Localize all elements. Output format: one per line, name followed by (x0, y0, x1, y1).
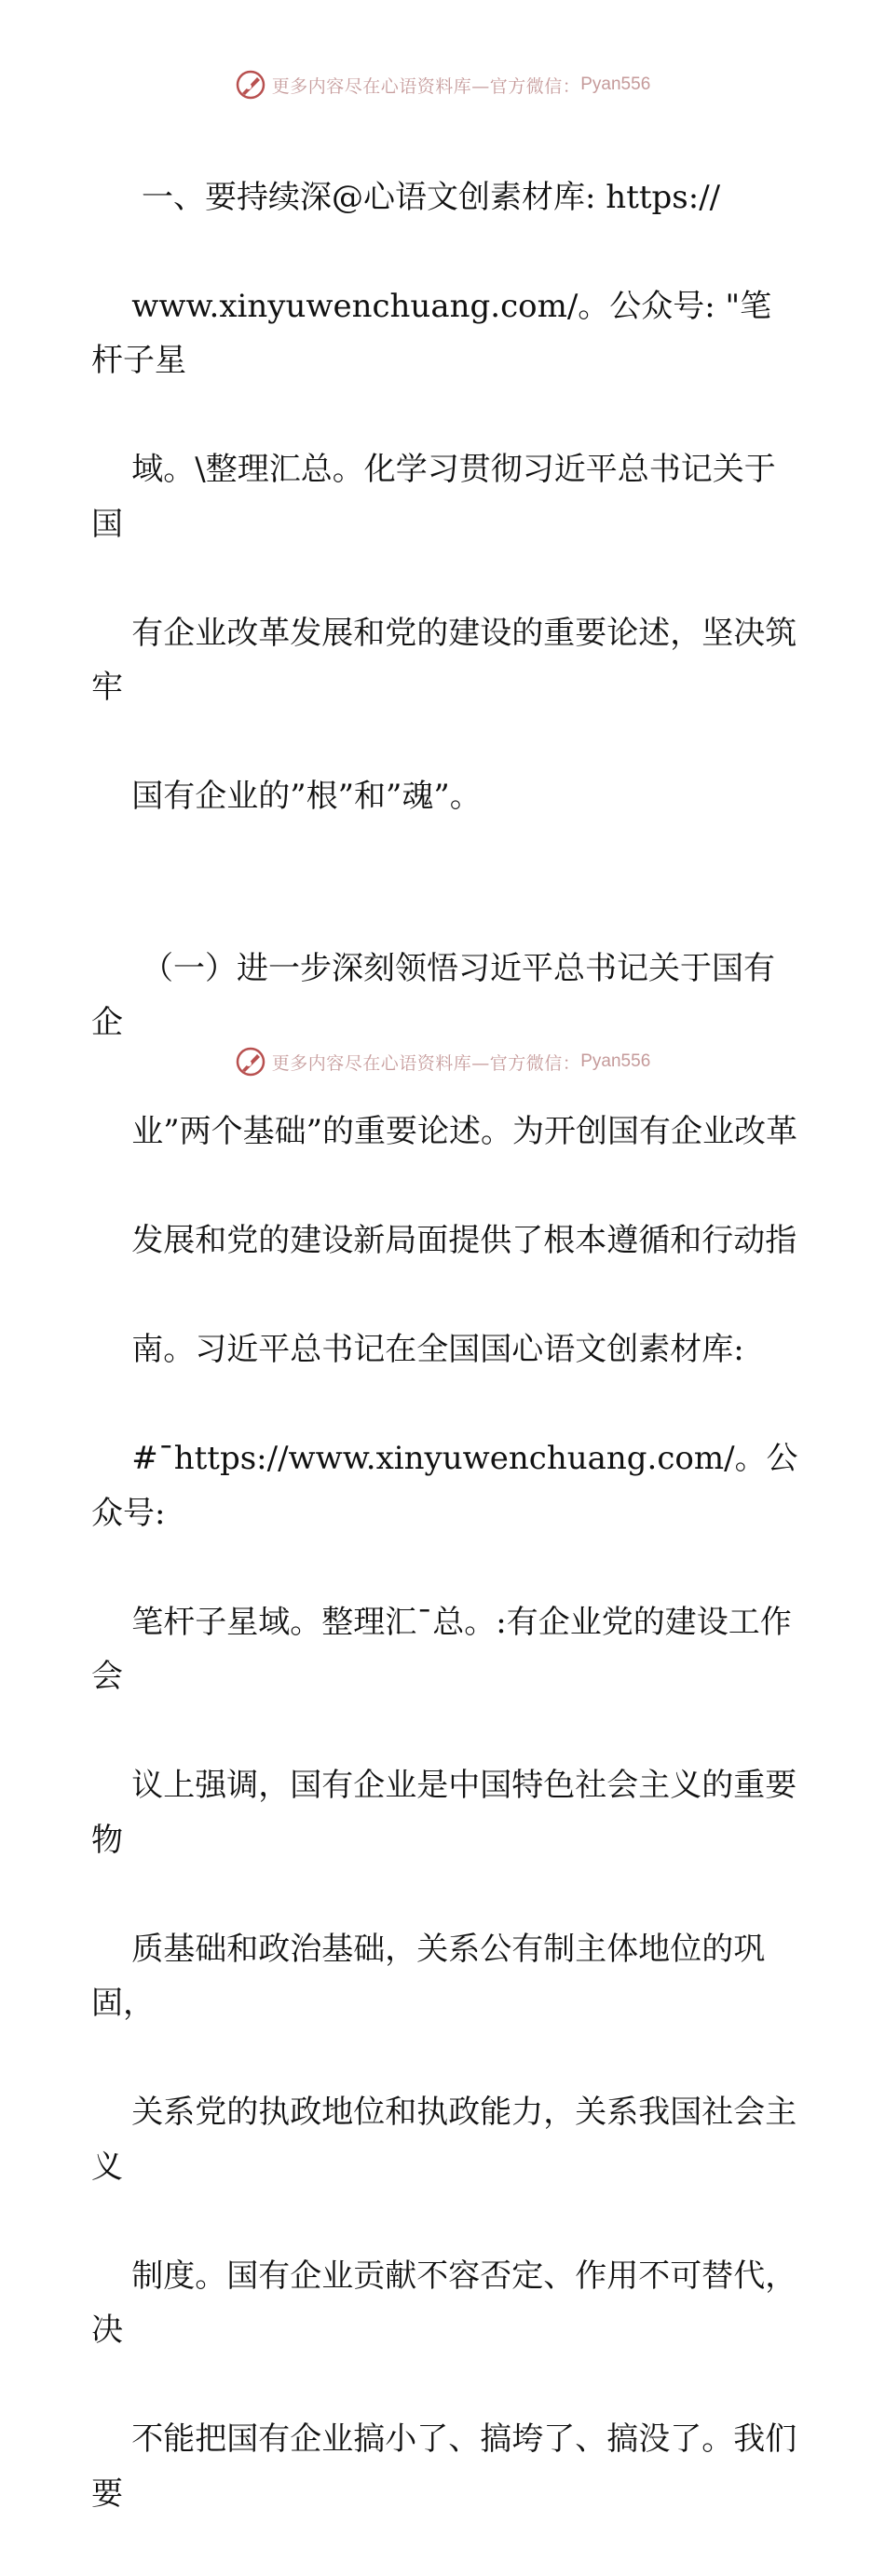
text-line: 发展和党的建设新局面提供了根本遵循和行动指 (131, 1222, 797, 1259)
text-line: 国有企业的”根”和”魂”。 (131, 778, 482, 815)
watermark-text: 更多内容尽在心语资料库—官方微信： (271, 1052, 581, 1074)
watermark-wechat-id: Pyan556 (580, 75, 651, 94)
text-line: #¯https://www.xinyuwenchuang.com/。公众号: (91, 1440, 798, 1532)
footer-watermark (0, 1043, 885, 1080)
text-line: www.xinyuwenchuang.com/。公众号: "笔杆子星 (91, 287, 772, 379)
text-line: 质基础和政治基础，关系公有制主体地位的巩固， (91, 1930, 766, 2022)
pen-logo-icon (235, 1046, 266, 1078)
text-line: 一、要持续深@心语文创素材库: https:// (131, 178, 721, 216)
text-line: 域。\整理汇总。化学习贯彻习近平总书记关于国 (91, 451, 776, 543)
paragraph (91, 887, 799, 2576)
text-line: 业”两个基础”的重要论述。为开创国有企业改革 (131, 1113, 797, 1150)
text-line: 议上强调，国有企业是中国特色社会主义的重要物 (91, 1767, 797, 1859)
pen-logo-icon (235, 69, 266, 101)
paragraph (91, 115, 799, 878)
text-line: 关系党的执政地位和执政能力，关系我国社会主义 (91, 2094, 797, 2186)
header-watermark (0, 66, 885, 103)
text-line: 南。习近平总书记在全国国心语文创素材库: (131, 1331, 744, 1368)
watermark-text: 更多内容尽在心语资料库—官方微信： (271, 75, 581, 97)
text-line: 制度。国有企业贡献不容否定、作用不可替代，决 (91, 2257, 797, 2349)
document-body (91, 115, 799, 2576)
text-line: 不能把国有企业搞小了、搞垮了、搞没了。我们要 (91, 2420, 797, 2513)
watermark-wechat-id: Pyan556 (580, 1051, 651, 1071)
text-line: （一）进一步深刻领悟习近平总书记关于国有企 (91, 949, 776, 1041)
text-line: 笔杆子星域。整理汇¯总。:有企业党的建设工作会 (91, 1603, 792, 1695)
text-line: 有企业改革发展和党的建设的重要论述，坚决筑牢 (91, 614, 797, 706)
